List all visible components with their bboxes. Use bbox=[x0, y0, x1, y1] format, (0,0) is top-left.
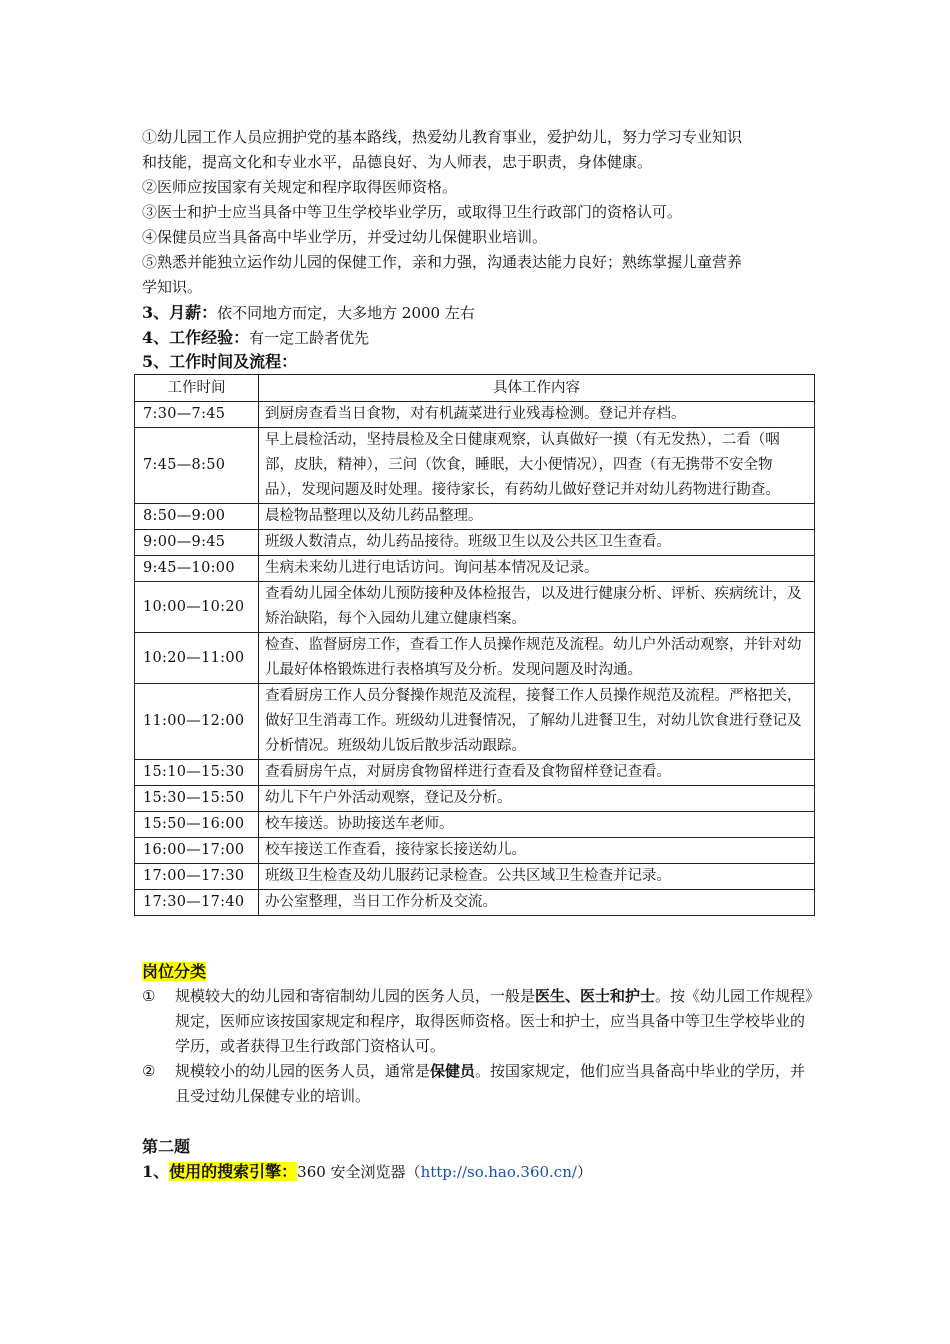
row-content: 查看厨房午点，对厨房食物留样进行查看及食物留样登记查看。 bbox=[259, 760, 815, 786]
row-content: 校车接送。协助接送车老师。 bbox=[259, 812, 815, 838]
row-content: 早上晨检活动，坚持晨检及全日健康观察，认真做好一摸（有无发热），二看（咽部，皮肤，精神），三问（饮食，睡眠，大小便情况），四查（有无携带不安全物品），发现问题及时处理。接待家长，有药幼儿做好登记并对幼儿药物进行勘查。 bbox=[259, 428, 815, 504]
classification-item-1 bbox=[175, 984, 813, 1059]
row-time: 15:10—15:30 bbox=[135, 760, 259, 786]
requirement-2: ②医师应按国家有关规定和程序取得医师资格。 bbox=[142, 178, 458, 196]
search-engine-text: 360 安全浏览器（ bbox=[297, 1163, 421, 1181]
row-time: 8:50—9:00 bbox=[135, 504, 259, 530]
schedule-table bbox=[134, 374, 815, 916]
table-header-row bbox=[135, 375, 815, 402]
header-content: 具体工作内容 bbox=[259, 375, 815, 402]
search-engine-line bbox=[142, 1159, 592, 1185]
requirement-3: ③医士和护士应当具备中等卫生学校毕业学历，或取得卫生行政部门的资格认可。 bbox=[142, 203, 683, 221]
row-time: 9:00—9:45 bbox=[135, 530, 259, 556]
row-content: 查看幼儿园全体幼儿预防接种及体检报告，以及进行健康分析、评析、疾病统计，及矫治缺陷，每个入园幼儿建立健康档案。 bbox=[259, 582, 815, 633]
header-time: 工作时间 bbox=[135, 375, 259, 402]
classification-item-2-pre: 规模较小的幼儿园的医务人员，通常是 bbox=[175, 1062, 431, 1080]
requirement-4: ④保健员应当具备高中毕业学历，并受过幼儿保健职业培训。 bbox=[142, 228, 548, 246]
classification-item-1-number: ① bbox=[142, 987, 156, 1005]
classification-item-1-bold: 医生、医士和护士 bbox=[535, 987, 656, 1005]
row-time: 9:45—10:00 bbox=[135, 556, 259, 582]
row-content: 检查、监督厨房工作，查看工作人员操作规范及流程。幼儿户外活动观察，并针对幼儿最好体格锻炼进行表格填写及分析。发现问题及时沟通。 bbox=[259, 633, 815, 684]
table-row bbox=[135, 838, 815, 864]
row-time: 17:30—17:40 bbox=[135, 890, 259, 916]
table-row bbox=[135, 504, 815, 530]
row-content: 办公室整理，当日工作分析及交流。 bbox=[259, 890, 815, 916]
table-row bbox=[135, 633, 815, 684]
row-content: 生病未来幼儿进行电话访问。询问基本情况及记录。 bbox=[259, 556, 815, 582]
salary-text: 依不同地方而定，大多地方 2000 左右 bbox=[217, 304, 475, 322]
search-engine-link[interactable]: http://so.hao.360.cn/ bbox=[420, 1163, 577, 1181]
classification-item-1-pre: 规模较大的幼儿园和寄宿制幼儿园的医务人员，一般是 bbox=[175, 987, 536, 1005]
row-content: 幼儿下午户外活动观察，登记及分析。 bbox=[259, 786, 815, 812]
search-engine-label: 使用的搜索引擎： bbox=[169, 1162, 298, 1181]
row-time: 7:30—7:45 bbox=[135, 402, 259, 428]
table-row bbox=[135, 428, 815, 504]
requirement-1-line2: 和技能，提高文化和专业水平，品德良好、为人师表，忠于职责，身体健康。 bbox=[142, 153, 653, 171]
row-content: 晨检物品整理以及幼儿药品整理。 bbox=[259, 504, 815, 530]
table-row bbox=[135, 556, 815, 582]
row-content: 查看厨房工作人员分餐操作规范及流程，接餐工作人员操作规范及流程。严格把关，做好卫生消毒工作。班级幼儿进餐情况，了解幼儿进餐卫生，对幼儿饮食进行登记及分析情况。班级幼儿饭后散步活动跟踪。 bbox=[259, 684, 815, 760]
classification-heading bbox=[142, 959, 206, 984]
question2-heading: 第二题 bbox=[142, 1137, 191, 1156]
row-time: 11:00—12:00 bbox=[135, 684, 259, 760]
requirement-5-line2: 学知识。 bbox=[142, 278, 203, 296]
table-row bbox=[135, 684, 815, 760]
row-time: 10:20—11:00 bbox=[135, 633, 259, 684]
search-engine-close: ） bbox=[576, 1163, 592, 1181]
requirement-1-line1: ①幼儿园工作人员应拥护党的基本路线，热爱幼儿教育事业，爱护幼儿，努力学习专业知识 bbox=[142, 128, 743, 146]
table-row bbox=[135, 812, 815, 838]
row-time: 7:45—8:50 bbox=[135, 428, 259, 504]
row-content: 校车接送工作查看，接待家长接送幼儿。 bbox=[259, 838, 815, 864]
classification-item-2 bbox=[175, 1059, 813, 1109]
row-time: 15:50—16:00 bbox=[135, 812, 259, 838]
classification-heading-text: 岗位分类 bbox=[142, 962, 207, 981]
experience-label: 4、工作经验： bbox=[142, 328, 250, 347]
schedule-table-body bbox=[135, 402, 815, 916]
row-content: 班级卫生检查及幼儿服药记录检查。公共区域卫生检查并记录。 bbox=[259, 864, 815, 890]
experience-text: 有一定工龄者优先 bbox=[249, 329, 370, 347]
table-row bbox=[135, 786, 815, 812]
row-time: 10:00—10:20 bbox=[135, 582, 259, 633]
table-row bbox=[135, 890, 815, 916]
table-row bbox=[135, 530, 815, 556]
classification-item-2-post: 。按国家规定，他们应当具备高中毕业的学历，并且受过幼儿保健专业的培训。 bbox=[175, 1062, 806, 1105]
classification-item-1-post: 。按《幼儿园工作规程》规定，医师应该按国家规定和程序，取得医师资格。医士和护士，应当具备中等卫生学校毕业的学历，或者获得卫生行政部门资格认可。 bbox=[175, 987, 813, 1055]
table-row bbox=[135, 402, 815, 428]
row-time: 15:30—15:50 bbox=[135, 786, 259, 812]
salary-line bbox=[142, 300, 475, 326]
row-time: 16:00—17:00 bbox=[135, 838, 259, 864]
classification-item-2-number: ② bbox=[142, 1062, 156, 1080]
search-engine-number: 1、 bbox=[142, 1162, 170, 1181]
schedule-heading: 5、工作时间及流程： bbox=[142, 352, 298, 371]
row-content: 到厨房查看当日食物，对有机蔬菜进行业残毒检测。登记并存档。 bbox=[259, 402, 815, 428]
requirement-5-line1: ⑤熟悉并能独立运作幼儿园的保健工作，亲和力强，沟通表达能力良好；熟练掌握儿童营养 bbox=[142, 253, 743, 271]
experience-line bbox=[142, 325, 369, 351]
table-row bbox=[135, 760, 815, 786]
row-time: 17:00—17:30 bbox=[135, 864, 259, 890]
table-row bbox=[135, 582, 815, 633]
table-row bbox=[135, 864, 815, 890]
salary-label: 3、月薪： bbox=[142, 303, 218, 322]
classification-item-2-bold: 保健员 bbox=[430, 1062, 476, 1080]
row-content: 班级人数清点，幼儿药品接待。班级卫生以及公共区卫生查看。 bbox=[259, 530, 815, 556]
